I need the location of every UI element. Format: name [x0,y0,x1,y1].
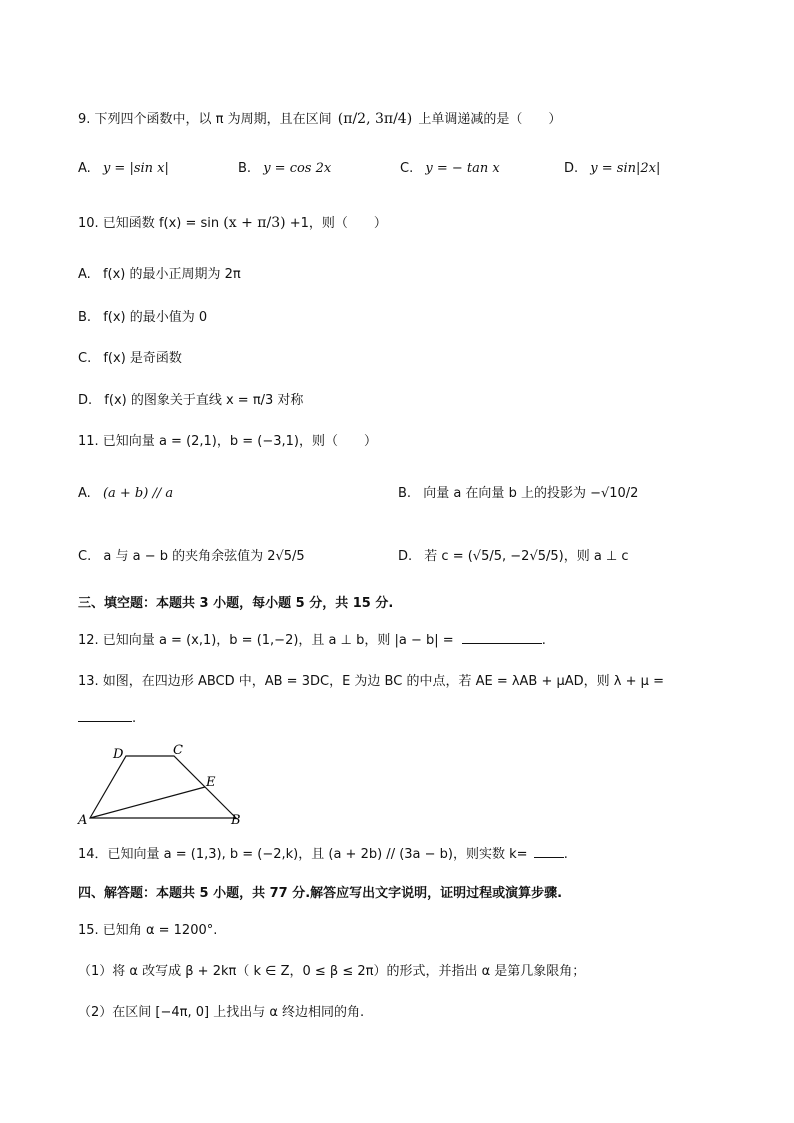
q11-option-c: C. a 与 a − b 的夹角余弦值为 2√5/5 [78,549,305,564]
q10-option-d: D. f(x) 的图象关于直线 x = π/3 对称 [78,393,304,408]
label-c: C [173,743,183,758]
q9-option-b: B. y = cos 2x [238,161,332,176]
q9-stem [78,110,561,129]
q11-option-b: B. 向量 a 在向量 b 上的投影为 −√10/2 [398,486,639,501]
q10-option-a: A. f(x) 的最小正周期为 2π [78,267,241,282]
q15-part2: （2）在区间 [−4π, 0] 上找出与 α 终边相同的角. [78,1005,365,1020]
q12-stem: 12. 已知向量 a = (x,1)，b = (1,−2)，且 a ⊥ b，则 |a − b| = . [78,633,546,648]
q9-stem-after: 上单调递减的是（ ） [418,112,562,127]
section-3-title: 三、填空题：本题共 3 小题，每小题 5 分，共 15 分. [78,596,394,611]
label-d: D [113,747,124,762]
section-4-title: 四、解答题：本题共 5 小题，共 77 分.解答应写出文字说明，证明过程或演算步骤. [78,886,563,901]
label-a: A [78,813,88,828]
q14-answer-blank[interactable] [534,845,564,858]
q9-stem-before: 9. 下列四个函数中，以 π 为周期，且在区间 [78,112,332,127]
q15-part1: （1）将 α 改写成 β + 2kπ（ k ∈ Z，0 ≤ β ≤ 2π）的形式，并指出 α 是第几象限角； [78,964,586,979]
q11-option-d: D. 若 c = (√5/5, −2√5/5)，则 a ⊥ c [398,549,629,564]
q9-option-a: A. y = |sin x| [78,161,169,176]
q15-stem: 15. 已知角 α = 1200°. [78,923,218,938]
q9-interval: (π/2, 3π/4) [337,111,413,127]
q13-trapezoid-figure [70,738,250,830]
q13-stem: 13. 如图，在四边形 ABCD 中，AB = 3DC，E 为边 BC 的中点，若 AE = λAB + μAD，则 λ + μ = [78,674,664,689]
q9-option-d: D. y = sin|2x| [564,161,661,176]
q10-option-c: C. f(x) 是奇函数 [78,351,182,366]
q13-answer-line: . [78,709,136,728]
q14-stem: 14．已知向量 a = (1,3), b = (−2,k)，且 (a + 2b) // (3a − b)，则实数 k= . [78,847,568,862]
segment-ae [90,787,205,818]
q10-argument: (x + π/3) [223,215,286,231]
q9-option-c: C. y = − tan x [400,161,500,176]
q10-option-b: B. f(x) 的最小值为 0 [78,310,208,325]
q13-answer-blank[interactable] [78,709,132,722]
label-b: B [231,813,241,828]
q11-stem: 11. 已知向量 a = (2,1)，b = (−3,1)，则（ ） [78,434,378,449]
q11-option-a: A. (a + b) // a [78,486,174,501]
label-e: E [206,775,216,790]
q10-stem: 10. 已知函数 f(x) = sin (x + π/3) +1，则（ ） [78,215,387,231]
q12-answer-blank[interactable] [462,631,542,644]
